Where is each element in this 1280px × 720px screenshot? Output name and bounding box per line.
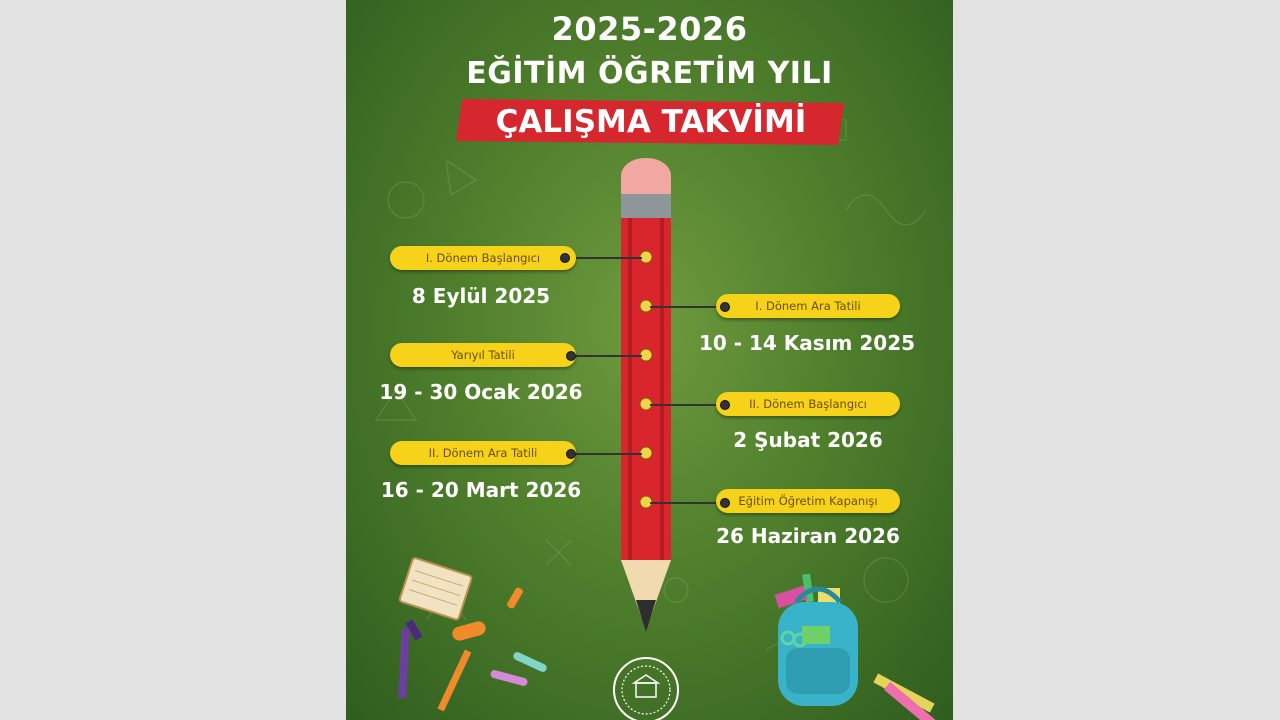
pin-icon <box>720 400 730 410</box>
pin-icon <box>720 302 730 312</box>
ministry-logo <box>611 655 681 720</box>
event-date: 2 Şubat 2026 <box>733 428 883 452</box>
notebook-icon <box>396 556 476 626</box>
event-label: Eğitim Öğretim Kapanışı <box>716 489 900 513</box>
event-date: 19 - 30 Ocak 2026 <box>379 380 583 404</box>
marker-icon <box>486 650 556 700</box>
ruler-icon <box>866 668 946 720</box>
event-label: II. Dönem Ara Tatili <box>390 441 576 465</box>
event-date: 16 - 20 Mart 2026 <box>380 478 582 502</box>
pin-icon <box>720 498 730 508</box>
event-label: I. Dönem Başlangıcı <box>390 246 576 270</box>
event-date: 8 Eylül 2025 <box>411 284 551 308</box>
pencil-icon <box>616 158 676 658</box>
pin-icon <box>566 449 576 459</box>
pin-icon <box>566 351 576 361</box>
event-date: 10 - 14 Kasım 2025 <box>698 331 916 355</box>
pin-icon <box>560 253 570 263</box>
connector-line <box>572 355 642 357</box>
banner-title: ÇALIŞMA TAKVİMİ <box>495 104 807 140</box>
connector-line <box>566 257 642 259</box>
connector-line <box>650 502 720 504</box>
event-label: I. Dönem Ara Tatili <box>716 294 900 318</box>
backpack-icon <box>766 568 876 718</box>
event-label: II. Dönem Başlangıcı <box>716 392 900 416</box>
chalk-icon <box>506 585 526 615</box>
event-label: Yarıyıl Tatili <box>390 343 576 367</box>
calendar-poster <box>346 0 953 720</box>
academic-year-title: 2025-2026 <box>551 10 748 48</box>
event-date: 26 Haziran 2026 <box>716 524 900 548</box>
connector-line <box>650 404 720 406</box>
calendar-subtitle: EĞİTİM ÖĞRETİM YILI <box>466 56 833 91</box>
eraser-icon <box>450 620 490 644</box>
connector-line <box>572 453 642 455</box>
title-banner <box>456 97 846 147</box>
connector-line <box>650 306 720 308</box>
